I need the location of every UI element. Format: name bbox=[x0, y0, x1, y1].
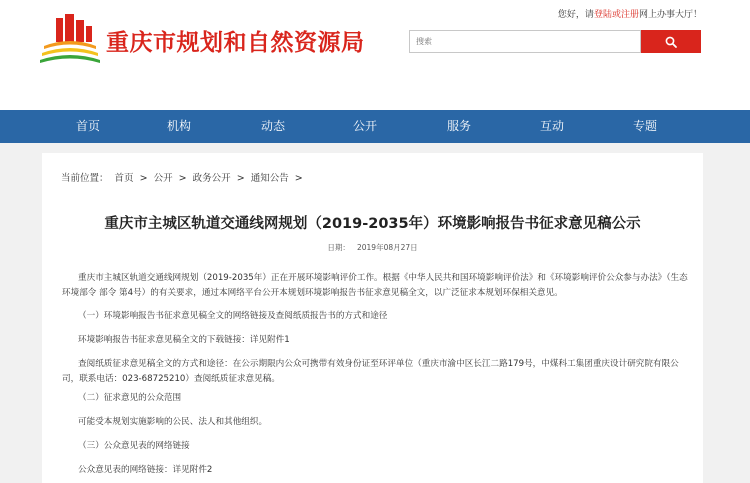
article-section-heading: （二）征求意见的公众范围 bbox=[78, 393, 182, 403]
article-title: 重庆市主城区轨道交通线网规划（2019-2035年）环境影响报告书征求意见稿公示 bbox=[104, 216, 641, 232]
article-date: 2019年08月27日 bbox=[356, 243, 418, 252]
breadcrumb-separator: > bbox=[294, 173, 303, 184]
greeting-suffix: 网上办事大厅！ bbox=[638, 10, 702, 20]
breadcrumb-separator: > bbox=[236, 173, 245, 184]
search-button[interactable] bbox=[641, 30, 701, 53]
greeting-prefix: 您好，请 bbox=[557, 10, 594, 20]
main-nav bbox=[0, 110, 750, 143]
bureau-logo-icon[interactable] bbox=[40, 14, 100, 66]
nav-item-interaction[interactable]: 互动 bbox=[539, 119, 564, 133]
search-icon bbox=[665, 36, 677, 48]
nav-item-home[interactable]: 首页 bbox=[75, 119, 100, 133]
article-paragraph: 重庆市主城区轨道交通线网规划（2019-2035年）正在开展环境影响评价工作。根据《中华人民共和国环境影响评价法》和《环境影响评价公众参与办法》（生态环境部令 部令 第4号）的有关要求，通过本网络平台公开本规划环境影响报告书征求意见稿全文，以广泛征求本规划环保相关意见。 bbox=[62, 273, 688, 298]
breadcrumb-separator: > bbox=[178, 173, 187, 184]
login-bar bbox=[558, 7, 702, 20]
article-paragraph: 公众意见表的网络链接：详见附件2 bbox=[78, 465, 213, 475]
login-separator: 或 bbox=[611, 10, 621, 20]
breadcrumb-home[interactable]: 首页 bbox=[114, 173, 134, 184]
search-input[interactable] bbox=[409, 30, 641, 53]
nav-item-organization[interactable]: 机构 bbox=[166, 119, 191, 133]
article-section-heading: （三）公众意见表的网络链接 bbox=[78, 441, 190, 451]
site-name: 重庆市规划和自然资源局 bbox=[106, 30, 365, 56]
article-panel bbox=[42, 153, 703, 483]
nav-item-news[interactable]: 动态 bbox=[260, 119, 285, 133]
article-paragraph: 环境影响报告书征求意见稿全文的下载链接：详见附件1 bbox=[78, 335, 290, 345]
article-paragraph: 查阅纸质征求意见稿全文的方式和途径：在公示期限内公众可携带有效身份证至环评单位（重庆市渝中区长江二路179号，中煤科工集团重庆设计研究院有限公司，联系电话：023-68725210）查阅纸质征求意见稿。 bbox=[62, 359, 679, 384]
site-header bbox=[0, 0, 750, 110]
nav-item-topics[interactable]: 专题 bbox=[632, 119, 657, 133]
register-link[interactable]: 注册 bbox=[620, 10, 639, 20]
date-label: 日期： bbox=[327, 243, 350, 252]
breadcrumb-government-affairs[interactable]: 政务公开 bbox=[192, 173, 231, 184]
nav-item-services[interactable]: 服务 bbox=[446, 119, 471, 133]
breadcrumb-separator: > bbox=[139, 173, 148, 184]
article-paragraph: 可能受本规划实施影响的公民、法人和其他组织。 bbox=[78, 417, 268, 427]
breadcrumb bbox=[61, 170, 306, 184]
nav-item-disclosure[interactable]: 公开 bbox=[352, 119, 377, 133]
breadcrumb-notices[interactable]: 通知公告 bbox=[250, 173, 289, 184]
article-section-heading: （一）环境影响报告书征求意见稿全文的网络链接及查阅纸质报告书的方式和途径 bbox=[78, 311, 388, 321]
breadcrumb-disclosure[interactable]: 公开 bbox=[153, 173, 173, 184]
login-link[interactable]: 登陆 bbox=[593, 10, 612, 20]
breadcrumb-prefix: 当前位置： bbox=[61, 173, 109, 184]
article-date-line bbox=[42, 242, 703, 253]
